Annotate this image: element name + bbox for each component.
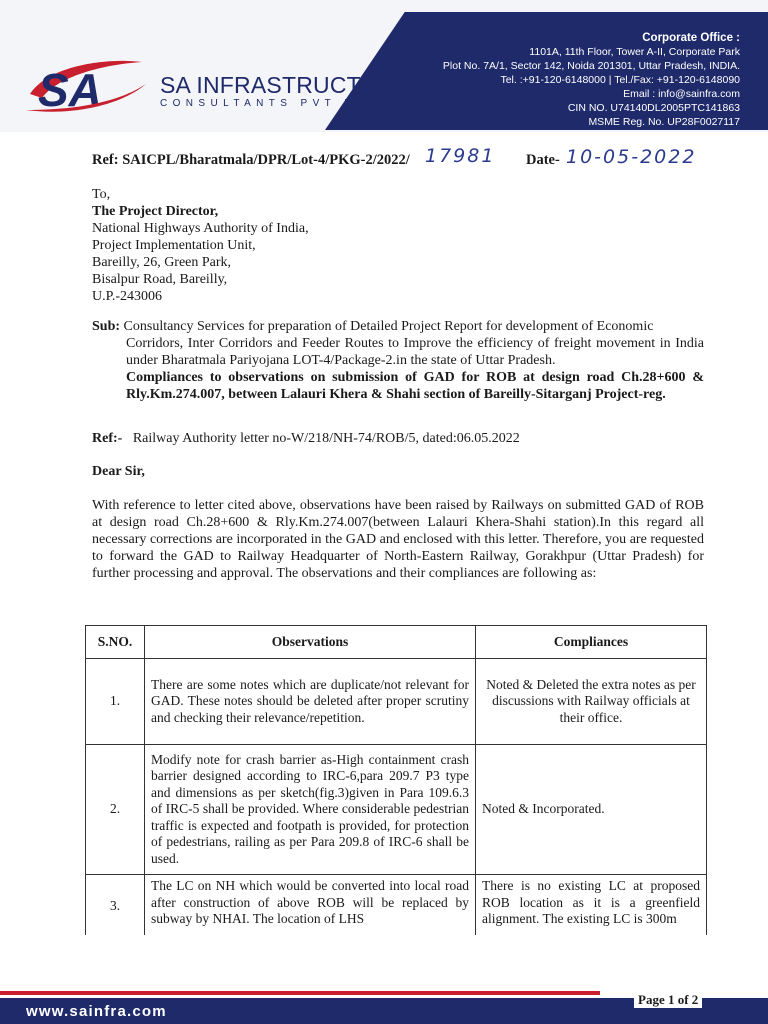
subject-text-rest: Corridors, Inter Corridors and Feeder Routes to Improve the efficiency of freight movement in India under Bharatmala Pariyojana LOT-4/Package-2.in the state of Uttar Pradesh.: [126, 336, 704, 368]
reference-number: Ref: SAICPL/Bharatmala/DPR/Lot-4/PKG-2/2022/: [92, 152, 410, 168]
to-label: To,: [92, 187, 111, 202]
subject-label: Sub:: [92, 319, 121, 334]
company-name: SA INFRASTRUCTURE: [160, 72, 411, 98]
row-compliance: There is no existing LC at proposed ROB location as it is a greenfield alignment. The existing LC is 300m: [476, 875, 707, 938]
body-paragraph: With reference to letter cited above, observations have been raised by Railways on submitted GAD of ROB at design road Ch.28+600 & Rly.Km.274.007(between Lalauri Khera-Shahi station).In this regard all necessary corrections are incorporated in the GAD and enclosed with this letter. Therefore, you are requested to forward the GAD to Railway Headquarter of North-Eastern Railway, Gorakhpur (Uttar Pradesh) for further processing and approval. The observations and their compliances are following as:: [92, 498, 704, 581]
table-header-row: [86, 626, 707, 659]
company-subtitle: CONSULTANTS PVT LTD: [160, 98, 379, 109]
header-compliances: Compliances: [476, 626, 707, 659]
corporate-office-line: Tel. :+91-120-6148000 | Tel./Fax: +91-120-6148090: [500, 74, 740, 86]
header-sno: S.NO.: [86, 626, 145, 659]
table-row: [86, 745, 707, 875]
row-observation: There are some notes which are duplicate/not relevant for GAD. These notes should be deleted after proper scrutiny and checking their relevance/repetition.: [145, 659, 476, 745]
footer-website[interactable]: www.sainfra.com: [26, 1003, 167, 1020]
railway-reference-text: Railway Authority letter no-W/218/NH-74/ROB/5, dated:06.05.2022: [132, 431, 520, 446]
railway-reference: [92, 430, 704, 447]
railway-reference-label: Ref:-: [92, 431, 123, 446]
subject-text-bold: Compliances to observations on submission of GAD for ROB at design road Ch.28+600 & Rly.Km.274.007, between Lalauri Khera & Shahi section of Bareilly-Sitarganj Project-reg.: [126, 370, 704, 402]
reference-line: [92, 145, 704, 169]
corporate-office-line: Plot No. 7A/1, Sector 142, Noida 201301, Uttar Pradesh, INDIA.: [442, 60, 740, 72]
reference-handwritten-number: 17981: [425, 145, 496, 167]
corporate-office-line: Email : info@sainfra.com: [623, 88, 740, 100]
table-row: [86, 875, 707, 938]
page-number: Page 1 of 2: [634, 992, 702, 1008]
subject-text-first: Consultancy Services for preparation of Detailed Project Report for development of Economic: [123, 319, 654, 334]
row-observation: The LC on NH which would be converted into local road after construction of above ROB will be replaced by subway by NHAI. The location of LHS: [145, 875, 476, 938]
row-sno: 1.: [86, 659, 145, 745]
corporate-office-block: [443, 31, 740, 129]
salutation: Dear Sir,: [92, 464, 145, 479]
address-line: Project Implementation Unit,: [92, 238, 256, 253]
row-observation: Modify note for crash barrier as-High containment crash barrier designed according to IRC-6,para 209.7 P3 type and dimensions as per sketch(fig.3)given in Para 109.6.3 of IRC-5 shall be provided. Where considerable pedestrian traffic is expected and footpath is provided, for protection of pedestrians, railing as per Para 209.8 of IRC-6 shall be used.: [145, 745, 476, 875]
recipient-address: [92, 186, 704, 305]
address-line: National Highways Authority of India,: [92, 221, 309, 236]
footer-accent-line: [0, 991, 600, 995]
observations-table: [85, 625, 707, 938]
table-row: [86, 659, 707, 745]
row-compliance: Noted & Deleted the extra notes as per discussions with Railway officials at their office.: [476, 659, 707, 745]
subject-block: [92, 318, 704, 403]
row-compliance: Noted & Incorporated.: [476, 745, 707, 875]
corporate-office-title: Corporate Office :: [642, 32, 740, 44]
corporate-office-line: CIN NO. U74140DL2005PTC141863: [567, 102, 740, 114]
date-label: Date-: [526, 152, 560, 168]
recipient-title: The Project Director,: [92, 204, 219, 219]
corporate-office-line: 1101A, 11th Floor, Tower A-II, Corporate Park: [529, 46, 740, 58]
address-line: Bareilly, 26, Green Park,: [92, 255, 232, 270]
header-observations: Observations: [145, 626, 476, 659]
svg-text:SA: SA: [38, 64, 102, 116]
corporate-office-line: MSME Reg. No. UP28F0027117: [588, 116, 740, 128]
row-sno: 2.: [86, 745, 145, 875]
address-line: U.P.-243006: [92, 289, 163, 304]
address-line: Bisalpur Road, Bareilly,: [92, 272, 228, 287]
row-sno: 3.: [86, 875, 145, 938]
company-logo: [20, 54, 150, 116]
date-handwritten: 10-05-2022: [566, 146, 697, 168]
page-break-mask: [80, 935, 720, 975]
